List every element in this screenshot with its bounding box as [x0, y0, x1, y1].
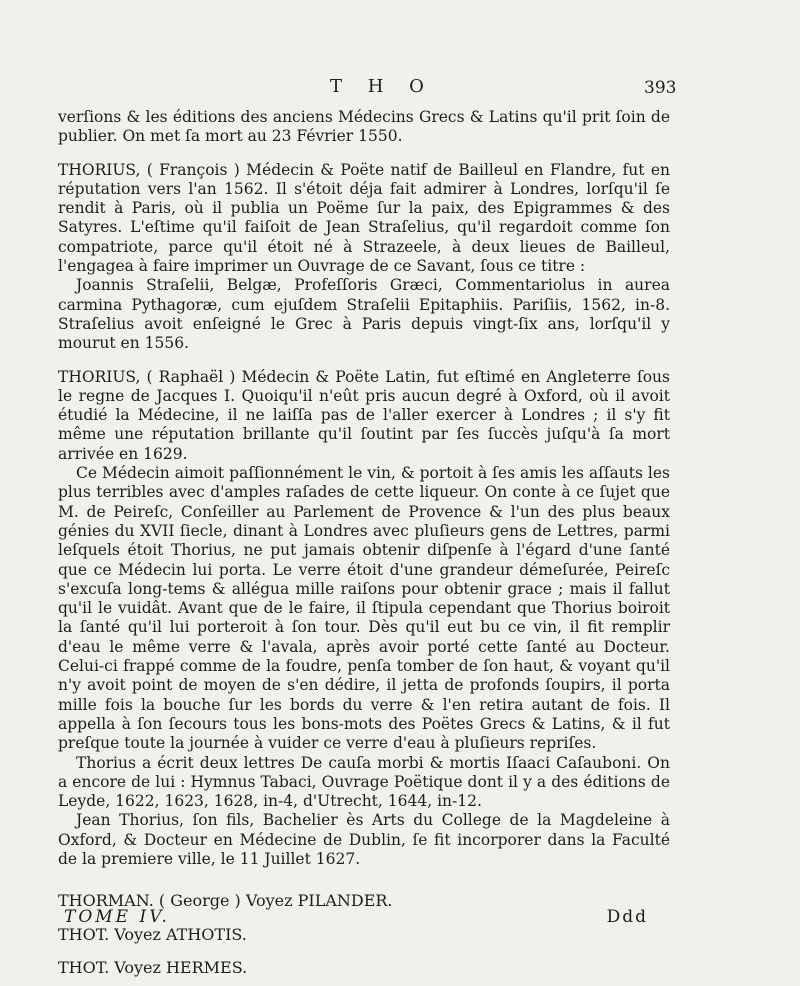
- page-footer: [64, 907, 676, 931]
- paragraph-works: Thorius a écrit deux lettres De cauſa morbi & mortis Iſaaci Caſauboni. On a encore de lui : Hymnus Tabaci, Ouvrage Poëtique dont il y a des éditions de Leyde, 1622, 1623, 1628, in-4, d'Utrecht, 1644, in-12.: [58, 753, 670, 811]
- signature-mark: Ddd: [606, 907, 648, 927]
- paragraph-book-title: Joannis Straſelii, Belgæ, Profeſſoris Græci, Commentariolus in aurea carmina Pythagoræ, cum ejuſdem Straſelii Epitaphiis. Pariſiis, 1562, in-8. Straſelius avoit enſeigné le Grec à Paris depuis vingt-ſix ans, lorſqu'il y mourut en 1556.: [58, 276, 670, 353]
- paragraph-continuation: verſions & les éditions des anciens Médecins Grecs & Latins qu'il prit ſoin de publier. On met ſa mort au 23 Février 1550.: [58, 108, 670, 146]
- page-number: 393: [644, 78, 677, 98]
- entry-thorius-raphael: THORIUS, ( Raphaël ) Médecin & Poëte Latin, fut eſtimé en Angleterre ſous le regne de Jacques I. Quoiqu'il n'eût pris aucun degré à Oxford, où il avoit étudié la Médecine, il ne laiſſa pas de l'aller exercer à Londres ; il s'y fit même une réputation brillante qu'il ſoutint par ſes ſuccès juſqu'à ſa mort arrivée en 1629.: [58, 367, 670, 463]
- running-title: T H O: [330, 76, 434, 97]
- cross-ref-thot-hermes: THOT. Voyez HERMES.: [58, 957, 248, 977]
- page-body: [58, 108, 670, 977]
- paragraph-anecdote: Ce Médecin aimoit paſſionnément le vin, & portoit à ſes amis les aſſauts les plus terribles avec d'amples raſades de cette liqueur. On conte à ce ſujet que M. de Peireſc, Conſeiller au Parlement de Provence & l'un des plus beaux génies du XVII ſiecle, dinant à Londres avec pluſieurs gens de Lettres, parmi leſquels étoit Thorius, ne put jamais obtenir diſpenſe à l'égard d'une ſanté que ce Médecin lui porta. Le verre étoit d'une grandeur démeſurée, Peireſc s'excuſa long-tems & allégua mille raiſons pour obtenir grace ; mais il fallut qu'il le vuidât. Avant que de le faire, il ſtipula cependant que Thorius boiroit la ſanté qu'il lui porteroit à ſon tour. Dès qu'il eut bu ce vin, il fit remplir d'eau le même verre & l'avala, après avoir porté cette ſanté au Docteur. Celui-ci frappé comme de la foudre, penſa tomber de ſon haut, & voyant qu'il n'y avoit point de moyen de s'en dédire, il jetta de profonds ſoupirs, il porta mille fois la bouche ſur les bords du verre & l'en retira autant de fois. Il appella à ſon ſecours tous les bons-mots des Poëtes Grecs & Latins, & il fut preſque toute la journée à vuider ce verre d'eau à pluſieurs repriſes.: [58, 464, 670, 753]
- entry-thorius-francois: THORIUS, ( François ) Médecin & Poëte natif de Bailleul en Flandre, fut en réputation vers l'an 1562. Il s'étoit déja fait admirer à Londres, lorſqu'il ſe rendit à Paris, où il publia un Poëme ſur la paix, des Epigrammes & des Satyres. L'eſtime qu'il faiſoit de Jean Straſelius, qu'il regardoit comme ſon compatriote, parce qu'il étoit né à Strazeele, à deux lieues de Bailleul, l'engagea à faire imprimer un Ouvrage de ce Savant, ſous ce titre :: [58, 160, 670, 276]
- cross-ref-thot-athotis: THOT. Voyez ATHOTIS.: [58, 924, 247, 944]
- cross-ref-thorman: THORMAN. ( George ) Voyez PILANDER.: [58, 891, 393, 911]
- paragraph-son: Jean Thorius, ſon fils, Bachelier ès Arts du College de la Magdeleine à Oxford, & Docteur en Médecine de Dublin, ſe fit incorporer dans la Faculté de la premiere ville, le 11 Juillet 1627.: [58, 811, 670, 868]
- volume-label: TOME IV.: [64, 907, 170, 927]
- running-header: [0, 76, 800, 100]
